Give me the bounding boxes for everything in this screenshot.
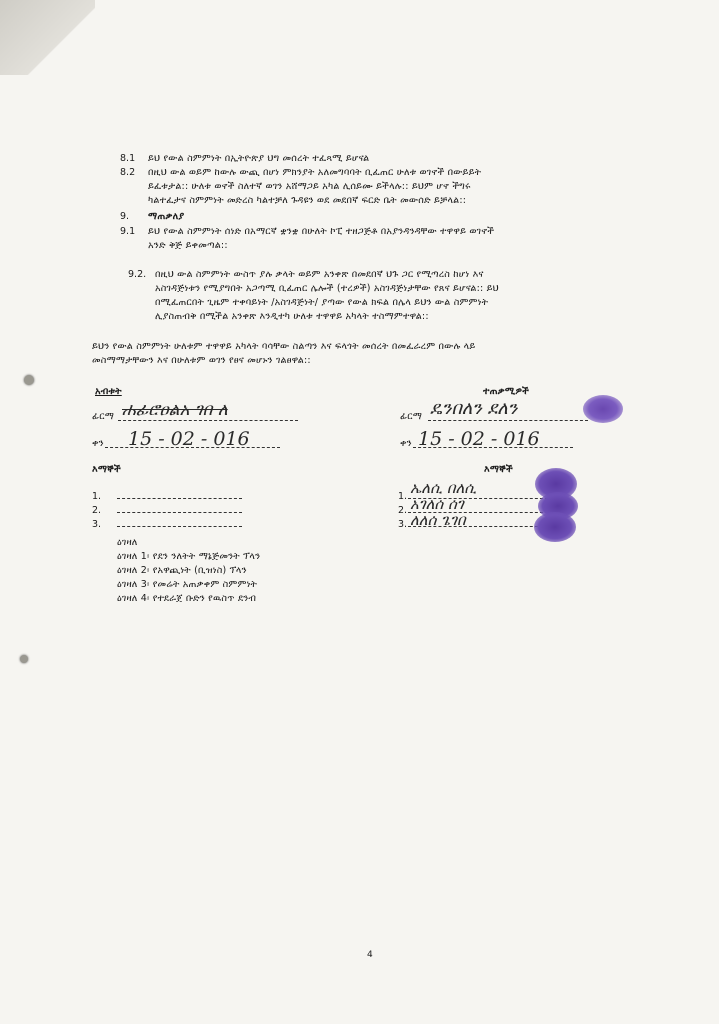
witness-number: 2. [92, 505, 102, 516]
clause-text: አንድ ቅጅ ይቀመጣል:: [148, 240, 228, 251]
clause-text: ካልተፈታና ስምምነት መድረስ ካልተቻለ ጉዳዩን ወደ መደበኛ ፍርድ ቤት መውሰድ ይቻላል:: [148, 195, 467, 206]
date-line [105, 447, 280, 448]
witness-signature: ለለሰ ጌገበ [410, 511, 466, 529]
witness-title: እማኞች [484, 464, 513, 475]
witness-number: 1. [398, 491, 408, 502]
witness-number: 2. [398, 505, 408, 516]
punch-hole [20, 655, 28, 663]
clause-number: 9. [120, 211, 130, 222]
witness-line [408, 512, 548, 513]
party-title: ተጠቃሚዎች [483, 386, 530, 397]
annex-item: ዕገዛለ 4፡ የተደራጀ ቡድን የዉስጥ ደንብ [117, 593, 257, 604]
clause-text: ይፈቱታል:: ሁለቱ ወኖች ስለተኛ ወገን አሸማጋይ አካል ሊሰይሙ ይችላሉ:: ይህም ሆኖ ችግሩ [148, 181, 471, 192]
signature-line [118, 420, 298, 421]
witness-number: 3. [398, 519, 408, 530]
clause-text: በዚህ ውል ወይም ከውሉ ውጪ በሆነ ምክንያት አለመግባባት ቢፈጠር ሁለቱ ወገኖች በውይይት [148, 167, 482, 178]
witness-number: 1. [92, 491, 102, 502]
clause-text: ሊያስጠብቅ በሚችል አንቀጽ እንዲተካ ሁለቱ ተዋዋይ አካላት ተስማምተዋል:: [155, 311, 429, 322]
signature: ዴንበለን ደለን [430, 398, 518, 419]
signature: ሐፊሮዐልአ ገበ ለ [122, 400, 228, 420]
annex-item: ዕገዛለ 3፡ የመሬት አጠቃቀም ስምምነት [117, 579, 258, 590]
clause-number: 9.2. [128, 269, 147, 280]
clause-text: አስገዳጅነቱን የሚያግበት አጋጣሚ ቢፈጠር ሌሎች (ተረዎች) አስገዳጅነታቸው የጸና ይሆናል:: ይህ [155, 283, 499, 294]
clause-number: 9.1 [120, 226, 136, 237]
section-heading: ማጠቃለያ [148, 211, 185, 222]
witness-number: 3. [92, 519, 102, 530]
clause-text: ይህ የውል ስምምነት በኢትዮጵያ ህግ መሰረት ተፈጻሚ ይሆናል [148, 153, 370, 164]
page-number: 4 [367, 950, 373, 960]
witness-line [117, 512, 242, 513]
witness-line [408, 498, 548, 499]
clause-text: በሚፈጠርበት ጊዜም ተቀባይነት /አስገዳጅነት/ ያጣው የውል ክፍል በሌላ ይህን ውል ስምምነት [155, 297, 489, 308]
date-value: 15 - 02 - 016 [418, 428, 540, 450]
witness-signature: ኤለሲ በለሲ [410, 479, 477, 497]
witness-line [117, 498, 242, 499]
page-curl [0, 0, 95, 75]
witness-line [408, 526, 548, 527]
clause-text: በዚህ ውል ስምምነት ውስጥ ያሉ ቃላት ወይም አንቀጽ በመደበኛ ህጉ ጋር የሚጣረስ ከሆነ እና [155, 269, 484, 280]
clause-text: ይህ የውል ስምምነት ሰነድ በአማርኛ ቋንቋ በሁለት ኮፒ ተዘጋጅቶ በአያንዳንዳቸው ተዋዋይ ወገኖች [148, 226, 495, 237]
thumbprint-stamp [583, 395, 623, 423]
punch-hole [24, 375, 34, 385]
signature-line [428, 420, 588, 421]
witness-signature: አገለሰ ሰገ [410, 495, 464, 513]
annex-item: ዕገዛለ 1፡ የደን ንለትት ማኔጅመንት ፕላን [117, 551, 261, 562]
clause-number: 8.1 [120, 153, 136, 164]
date-value: 15 - 02 - 016 [128, 428, 250, 450]
closing-text: ይህን የውል ስምምነት ሁለቱም ተዋዋይ አካላት ባሳቸው ስልጣን እና ፍላጎት መሰረት በመፈራረም በውሉ ላይ [92, 341, 476, 352]
annex-item: ዕገዛለ 2፡ የአዋጪነት (ቢዝነስ) ፕላን [117, 565, 247, 576]
witness-line [117, 526, 242, 527]
annex-title: ዕገዛለ [117, 537, 138, 548]
closing-text: መስማማታቸውን እና በሁለቱም ወገን የፀና መሆኑን ገልፀዋል:: [92, 355, 311, 366]
date-line [413, 447, 573, 448]
date-label: ቀን [400, 438, 412, 449]
date-label: ቀን [92, 438, 104, 449]
party-title: አብቱት [95, 386, 122, 397]
thumbprint-stamp [534, 512, 576, 542]
signature-label: ፊርማ [92, 411, 115, 422]
witness-title: እማኞች [92, 464, 121, 475]
clause-number: 8.2 [120, 167, 136, 178]
signature-label: ፊርማ [400, 411, 423, 422]
